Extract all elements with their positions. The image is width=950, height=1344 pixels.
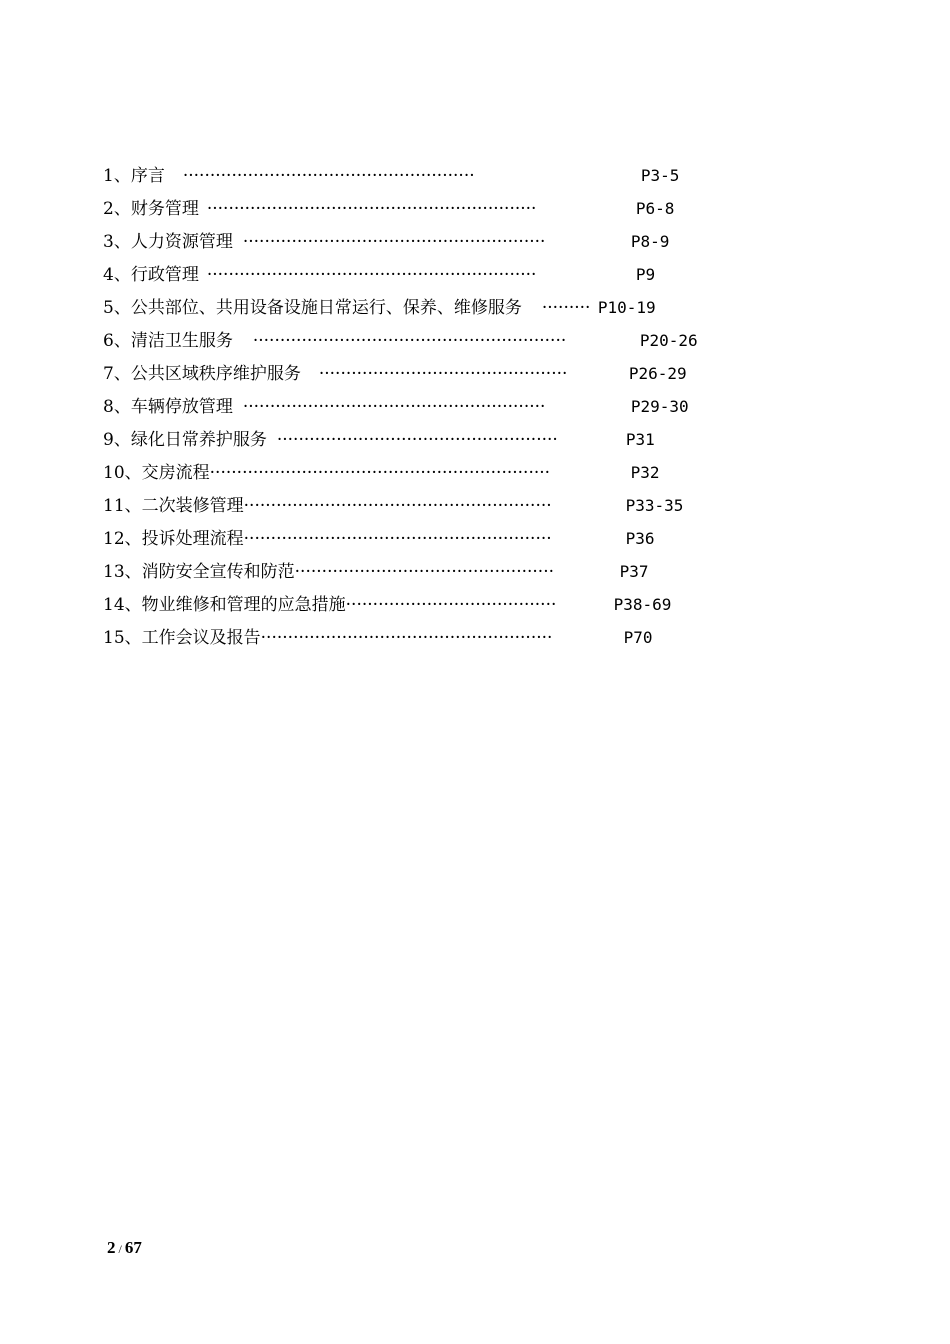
page-separator: / (118, 1242, 122, 1256)
toc-entry-title: 13、消防安全宣传和防范 (103, 561, 295, 582)
toc-entry-1[interactable] (103, 159, 743, 192)
table-of-contents (103, 159, 743, 654)
toc-leader-dots: ························································· (243, 495, 552, 516)
current-page-number: 2 (107, 1238, 116, 1257)
toc-entry-title: 4、行政管理 (103, 264, 199, 285)
toc-entry-page: P38-69 (613, 594, 672, 614)
toc-leader-dots: ···················································· (276, 429, 558, 450)
toc-leader-dots: ······················································ (182, 165, 475, 186)
toc-entry-title: 1、序言 (103, 165, 165, 186)
toc-entry-title: 6、清洁卫生服务 (103, 330, 233, 351)
toc-entry-15[interactable] (103, 621, 743, 654)
toc-leader-dots: ························································ (242, 231, 546, 252)
toc-entry-14[interactable] (103, 588, 743, 621)
toc-entry-5[interactable] (103, 291, 743, 324)
toc-entry-page: P29-30 (630, 396, 689, 416)
toc-entry-10[interactable] (103, 456, 743, 489)
toc-leader-dots: ························································ (242, 396, 546, 417)
toc-entry-page: P31 (625, 429, 655, 449)
toc-entry-page: P3-5 (640, 165, 680, 185)
toc-entry-title: 12、投诉处理流程 (103, 528, 244, 549)
toc-entry-title: 11、二次装修管理 (103, 495, 244, 516)
toc-leader-dots: ·························································· (252, 330, 567, 351)
toc-entry-title: 15、工作会议及报告 (103, 627, 261, 648)
toc-entry-page: P6-8 (635, 198, 675, 218)
page-number (107, 1238, 142, 1258)
toc-leader-dots: ······································· (345, 594, 557, 615)
toc-leader-dots: ······························································· (209, 462, 551, 483)
toc-entry-page: P32 (630, 462, 660, 482)
toc-leader-dots: ················································ (294, 561, 555, 582)
toc-leader-dots: ········· (541, 297, 591, 318)
toc-entry-title: 14、物业维修和管理的应急措施 (103, 594, 346, 615)
toc-entry-title: 5、公共部位、共用设备设施日常运行、保养、维修服务 (103, 297, 522, 318)
toc-entry-title: 2、财务管理 (103, 198, 199, 219)
toc-leader-dots: ······················································ (260, 627, 553, 648)
toc-entry-7[interactable] (103, 357, 743, 390)
toc-entry-2[interactable] (103, 192, 743, 225)
toc-entry-6[interactable] (103, 324, 743, 357)
toc-entry-page: P33-35 (625, 495, 684, 515)
toc-entry-13[interactable] (103, 555, 743, 588)
toc-entry-title: 7、公共区域秩序维护服务 (103, 363, 301, 384)
toc-entry-title: 10、交房流程 (103, 462, 210, 483)
toc-leader-dots: ························································· (243, 528, 552, 549)
toc-entry-page: P9 (635, 264, 656, 284)
toc-leader-dots: ····························································· (206, 264, 537, 285)
toc-entry-4[interactable] (103, 258, 743, 291)
toc-entry-page: P36 (625, 528, 655, 548)
toc-leader-dots: ····························································· (206, 198, 537, 219)
total-page-count: 67 (124, 1238, 142, 1257)
toc-entry-page: P26-29 (628, 363, 687, 383)
toc-entry-title: 9、绿化日常养护服务 (103, 429, 267, 450)
toc-entry-title: 3、人力资源管理 (103, 231, 233, 252)
toc-entry-3[interactable] (103, 225, 743, 258)
toc-entry-page: P20-26 (639, 330, 698, 350)
toc-leader-dots: ·············································· (318, 363, 568, 384)
toc-entry-page: P70 (623, 627, 653, 647)
toc-entry-page: P37 (619, 561, 649, 581)
toc-entry-page: P10-19 (597, 297, 656, 317)
toc-entry-page: P8-9 (630, 231, 670, 251)
toc-entry-11[interactable] (103, 489, 743, 522)
toc-entry-8[interactable] (103, 390, 743, 423)
toc-entry-9[interactable] (103, 423, 743, 456)
toc-entry-title: 8、车辆停放管理 (103, 396, 233, 417)
toc-entry-12[interactable] (103, 522, 743, 555)
